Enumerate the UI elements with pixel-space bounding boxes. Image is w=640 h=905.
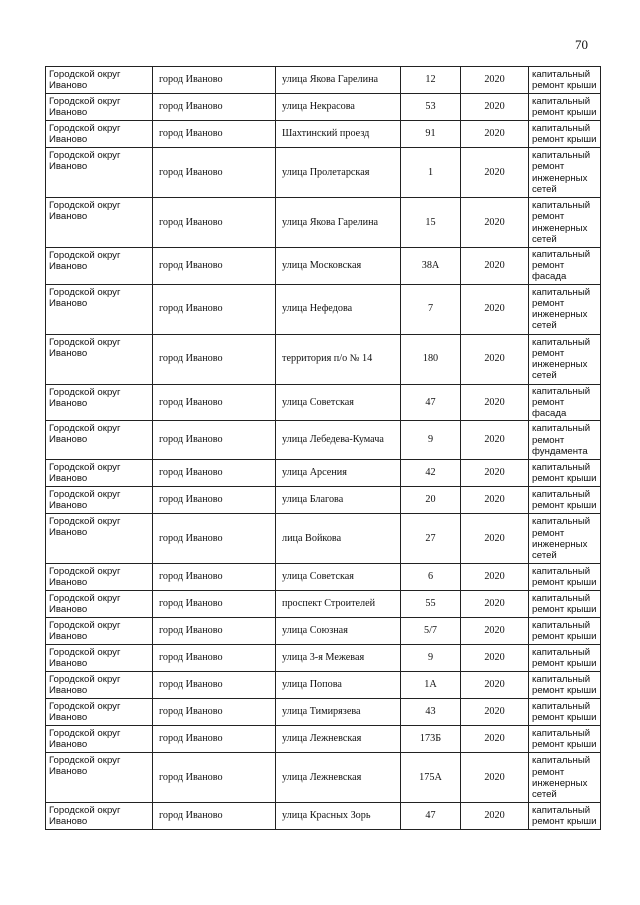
cell-work-type: капитальный ремонт крыши <box>529 487 601 514</box>
cell-year: 2020 <box>461 618 529 645</box>
cell-okrug: Городской округ Иваново <box>46 753 153 803</box>
cell-city: город Иваново <box>153 618 276 645</box>
cell-city: город Иваново <box>153 699 276 726</box>
cell-work-type: капитальный ремонт крыши <box>529 67 601 94</box>
cell-city: город Иваново <box>153 591 276 618</box>
cell-year: 2020 <box>461 148 529 198</box>
table-row <box>46 699 601 726</box>
cell-street: улица Пролетарская <box>276 148 401 198</box>
cell-house-number: 43 <box>401 699 461 726</box>
cell-work-type: капитальный ремонт инженерных сетей <box>529 753 601 803</box>
cell-work-type: капитальный ремонт крыши <box>529 803 601 830</box>
cell-year: 2020 <box>461 699 529 726</box>
cell-work-type: капитальный ремонт крыши <box>529 699 601 726</box>
table-row <box>46 148 601 198</box>
cell-street: улица Тимирязева <box>276 699 401 726</box>
cell-okrug: Городской округ Иваново <box>46 726 153 753</box>
cell-year: 2020 <box>461 564 529 591</box>
table-row <box>46 248 601 285</box>
cell-okrug: Городской округ Иваново <box>46 67 153 94</box>
cell-street: улица Некрасова <box>276 94 401 121</box>
cell-house-number: 91 <box>401 121 461 148</box>
cell-house-number: 173Б <box>401 726 461 753</box>
cell-okrug: Городской округ Иваново <box>46 248 153 285</box>
cell-year: 2020 <box>461 753 529 803</box>
cell-house-number: 15 <box>401 198 461 248</box>
cell-year: 2020 <box>461 487 529 514</box>
cell-street: улица Якова Гарелина <box>276 67 401 94</box>
cell-okrug: Городской округ Иваново <box>46 618 153 645</box>
cell-okrug: Городской округ Иваново <box>46 699 153 726</box>
table-row <box>46 591 601 618</box>
cell-city: город Иваново <box>153 384 276 421</box>
cell-year: 2020 <box>461 248 529 285</box>
cell-year: 2020 <box>461 121 529 148</box>
cell-work-type: капитальный ремонт инженерных сетей <box>529 148 601 198</box>
cell-house-number: 12 <box>401 67 461 94</box>
cell-street: улица Советская <box>276 564 401 591</box>
cell-house-number: 9 <box>401 421 461 460</box>
cell-street: Шахтинский проезд <box>276 121 401 148</box>
cell-house-number: 5/7 <box>401 618 461 645</box>
cell-year: 2020 <box>461 334 529 384</box>
cell-work-type: капитальный ремонт крыши <box>529 618 601 645</box>
cell-city: город Иваново <box>153 487 276 514</box>
cell-okrug: Городской округ Иваново <box>46 148 153 198</box>
cell-work-type: капитальный ремонт крыши <box>529 672 601 699</box>
cell-okrug: Городской округ Иваново <box>46 564 153 591</box>
cell-city: город Иваново <box>153 726 276 753</box>
cell-city: город Иваново <box>153 753 276 803</box>
cell-year: 2020 <box>461 384 529 421</box>
cell-year: 2020 <box>461 460 529 487</box>
table-row <box>46 198 601 248</box>
cell-city: город Иваново <box>153 284 276 334</box>
cell-okrug: Городской округ Иваново <box>46 487 153 514</box>
table-row <box>46 618 601 645</box>
cell-okrug: Городской округ Иваново <box>46 334 153 384</box>
table-row <box>46 726 601 753</box>
cell-year: 2020 <box>461 803 529 830</box>
cell-house-number: 20 <box>401 487 461 514</box>
cell-year: 2020 <box>461 421 529 460</box>
cell-house-number: 53 <box>401 94 461 121</box>
cell-work-type: капитальный ремонт фундамента <box>529 421 601 460</box>
cell-okrug: Городской округ Иваново <box>46 284 153 334</box>
cell-city: город Иваново <box>153 334 276 384</box>
cell-okrug: Городской округ Иваново <box>46 421 153 460</box>
table-row <box>46 564 601 591</box>
cell-year: 2020 <box>461 514 529 564</box>
register-table-body <box>46 67 601 830</box>
cell-street: улица Лежневская <box>276 726 401 753</box>
cell-city: город Иваново <box>153 460 276 487</box>
cell-house-number: 6 <box>401 564 461 591</box>
table-row <box>46 514 601 564</box>
cell-house-number: 47 <box>401 803 461 830</box>
cell-work-type: капитальный ремонт крыши <box>529 591 601 618</box>
cell-house-number: 38А <box>401 248 461 285</box>
table-row <box>46 487 601 514</box>
cell-street: лица Войкова <box>276 514 401 564</box>
cell-house-number: 175А <box>401 753 461 803</box>
cell-work-type: капитальный ремонт инженерных сетей <box>529 198 601 248</box>
cell-work-type: капитальный ремонт инженерных сетей <box>529 514 601 564</box>
cell-work-type: капитальный ремонт крыши <box>529 460 601 487</box>
cell-city: город Иваново <box>153 67 276 94</box>
cell-house-number: 47 <box>401 384 461 421</box>
cell-work-type: капитальный ремонт фасада <box>529 384 601 421</box>
cell-house-number: 27 <box>401 514 461 564</box>
cell-okrug: Городской округ Иваново <box>46 672 153 699</box>
cell-house-number: 1 <box>401 148 461 198</box>
cell-street: улица Благова <box>276 487 401 514</box>
cell-street: улица Советская <box>276 384 401 421</box>
cell-work-type: капитальный ремонт инженерных сетей <box>529 334 601 384</box>
cell-city: город Иваново <box>153 803 276 830</box>
cell-year: 2020 <box>461 726 529 753</box>
cell-okrug: Городской округ Иваново <box>46 460 153 487</box>
cell-year: 2020 <box>461 672 529 699</box>
cell-house-number: 1А <box>401 672 461 699</box>
cell-work-type: капитальный ремонт крыши <box>529 726 601 753</box>
cell-okrug: Городской округ Иваново <box>46 591 153 618</box>
cell-okrug: Городской округ Иваново <box>46 121 153 148</box>
cell-year: 2020 <box>461 198 529 248</box>
cell-street: улица Якова Гарелина <box>276 198 401 248</box>
table-row <box>46 121 601 148</box>
cell-street: проспект Строителей <box>276 591 401 618</box>
cell-year: 2020 <box>461 645 529 672</box>
cell-year: 2020 <box>461 94 529 121</box>
cell-work-type: капитальный ремонт крыши <box>529 94 601 121</box>
cell-okrug: Городской округ Иваново <box>46 514 153 564</box>
table-row <box>46 645 601 672</box>
table-row <box>46 384 601 421</box>
cell-city: город Иваново <box>153 121 276 148</box>
table-row <box>46 803 601 830</box>
cell-year: 2020 <box>461 284 529 334</box>
cell-city: город Иваново <box>153 248 276 285</box>
table-row <box>46 67 601 94</box>
page-number: 70 <box>575 37 588 52</box>
table-row <box>46 460 601 487</box>
cell-city: город Иваново <box>153 564 276 591</box>
cell-street: улица Московская <box>276 248 401 285</box>
cell-work-type: капитальный ремонт крыши <box>529 564 601 591</box>
cell-house-number: 180 <box>401 334 461 384</box>
cell-street: улица Нефедова <box>276 284 401 334</box>
table-row <box>46 753 601 803</box>
cell-okrug: Городской округ Иваново <box>46 384 153 421</box>
cell-street: улица Лежневская <box>276 753 401 803</box>
cell-okrug: Городской округ Иваново <box>46 94 153 121</box>
cell-street: улица Попова <box>276 672 401 699</box>
cell-house-number: 42 <box>401 460 461 487</box>
cell-city: город Иваново <box>153 198 276 248</box>
cell-house-number: 55 <box>401 591 461 618</box>
cell-work-type: капитальный ремонт фасада <box>529 248 601 285</box>
cell-city: город Иваново <box>153 148 276 198</box>
cell-street: улица Красных Зорь <box>276 803 401 830</box>
cell-city: город Иваново <box>153 94 276 121</box>
cell-work-type: капитальный ремонт крыши <box>529 645 601 672</box>
cell-city: город Иваново <box>153 421 276 460</box>
cell-street: улица Лебедева-Кумача <box>276 421 401 460</box>
cell-city: город Иваново <box>153 645 276 672</box>
cell-street: территория п/о № 14 <box>276 334 401 384</box>
cell-street: улица Союзная <box>276 618 401 645</box>
cell-year: 2020 <box>461 67 529 94</box>
register-table <box>45 66 601 830</box>
cell-house-number: 7 <box>401 284 461 334</box>
cell-street: улица Арсения <box>276 460 401 487</box>
cell-okrug: Городской округ Иваново <box>46 803 153 830</box>
cell-okrug: Городской округ Иваново <box>46 198 153 248</box>
cell-street: улица 3-я Межевая <box>276 645 401 672</box>
cell-city: город Иваново <box>153 672 276 699</box>
table-row <box>46 94 601 121</box>
table-row <box>46 672 601 699</box>
cell-work-type: капитальный ремонт крыши <box>529 121 601 148</box>
table-row <box>46 284 601 334</box>
cell-work-type: капитальный ремонт инженерных сетей <box>529 284 601 334</box>
table-row <box>46 421 601 460</box>
cell-year: 2020 <box>461 591 529 618</box>
cell-house-number: 9 <box>401 645 461 672</box>
cell-city: город Иваново <box>153 514 276 564</box>
table-row <box>46 334 601 384</box>
cell-okrug: Городской округ Иваново <box>46 645 153 672</box>
